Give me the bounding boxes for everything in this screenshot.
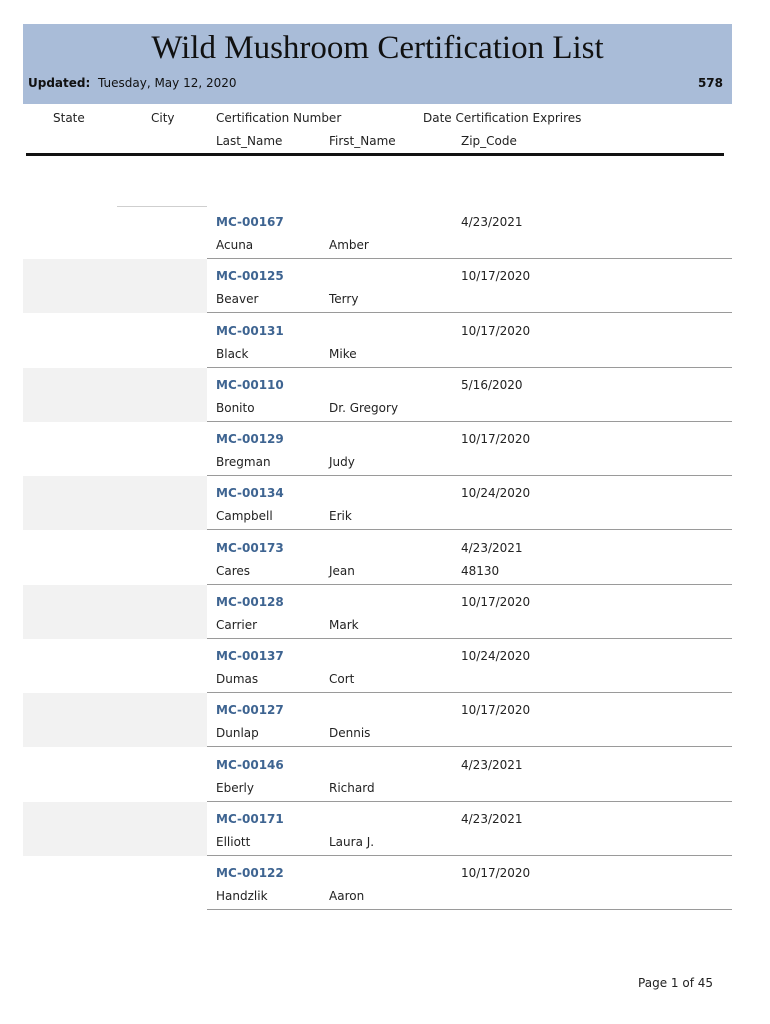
- last-name: Dumas: [216, 672, 259, 686]
- cert-number: MC-00129: [216, 432, 284, 446]
- expiration-date: 4/23/2021: [461, 757, 523, 772]
- first-name: Terry: [329, 292, 359, 307]
- last-name: Campbell: [216, 509, 273, 524]
- cert-number: MC-00128: [216, 594, 284, 609]
- page-number: Page 1 of 45: [638, 976, 713, 990]
- expiration-date: 4/23/2021: [461, 215, 523, 229]
- first-name: Jean: [329, 563, 355, 578]
- last-name: Bregman: [216, 455, 271, 469]
- expiration-date: 10/24/2020: [461, 649, 531, 663]
- first-name: Richard: [329, 780, 375, 795]
- first-name: Aaron: [329, 889, 365, 903]
- column-header-first-name: First_Name: [329, 134, 396, 148]
- first-name: Dr. Gregory: [329, 400, 399, 415]
- record-row: [23, 856, 732, 910]
- cert-number: MC-00173: [216, 540, 284, 555]
- last-name: Handzlik: [216, 889, 268, 903]
- record-row: [23, 693, 732, 747]
- cert-number: MC-00146: [216, 757, 284, 772]
- first-name: Judy: [329, 455, 355, 469]
- column-header-city: City: [151, 111, 175, 125]
- record-row: [23, 639, 732, 693]
- last-name: Dunlap: [216, 726, 259, 741]
- record-row: [23, 368, 732, 422]
- row-divider: [207, 909, 732, 910]
- last-name: Elliott: [216, 834, 251, 849]
- expiration-date: 4/23/2021: [461, 811, 523, 826]
- last-name: Cares: [216, 563, 251, 578]
- first-name: Amber: [329, 238, 369, 252]
- row-shading: [23, 476, 207, 530]
- updated-date: Tuesday, May 12, 2020: [98, 76, 237, 90]
- cert-number: MC-00137: [216, 649, 284, 663]
- first-name: Dennis: [329, 726, 371, 741]
- first-name: Erik: [329, 509, 352, 524]
- column-header-cert-number: Certification Number: [216, 111, 342, 125]
- cert-number: MC-00171: [216, 811, 284, 826]
- last-name: Black: [216, 346, 249, 361]
- cert-number: MC-00167: [216, 215, 284, 229]
- record-row: [23, 422, 732, 476]
- first-name: Cort: [329, 672, 355, 686]
- report-header-banner: [23, 24, 732, 104]
- cert-number: MC-00122: [216, 866, 284, 880]
- expiration-date: 5/16/2020: [461, 377, 523, 392]
- last-name: Bonito: [216, 400, 255, 415]
- record-row: [23, 585, 732, 639]
- expiration-date: 4/23/2021: [461, 540, 523, 555]
- last-name: Carrier: [216, 617, 258, 632]
- column-header-state: State: [53, 111, 85, 125]
- header-divider: [26, 153, 724, 156]
- expiration-date: 10/17/2020: [461, 432, 531, 446]
- row-shading: [23, 693, 207, 747]
- report-title: Wild Mushroom Certification List: [151, 30, 604, 66]
- row-shading: [23, 585, 207, 639]
- expiration-date: 10/17/2020: [461, 703, 531, 718]
- expiration-date: 10/17/2020: [461, 269, 531, 284]
- row-shading: [23, 259, 207, 313]
- record-row: [23, 531, 732, 585]
- cert-number: MC-00131: [216, 323, 284, 338]
- last-name: Beaver: [216, 292, 259, 307]
- first-name: Mark: [329, 617, 359, 632]
- expiration-date: 10/17/2020: [461, 594, 531, 609]
- last-name: Eberly: [216, 780, 254, 795]
- record-row: [23, 476, 732, 530]
- cert-number: MC-00134: [216, 486, 284, 501]
- updated-label: Updated:: [28, 76, 91, 90]
- column-header-date-expires: Date Certification Exprires: [423, 111, 582, 125]
- row-shading: [23, 802, 207, 856]
- first-name: Mike: [329, 346, 357, 361]
- record-row: [23, 748, 732, 802]
- last-name: Acuna: [216, 238, 254, 252]
- cert-number: MC-00127: [216, 703, 284, 718]
- cert-number: MC-00125: [216, 269, 284, 284]
- cert-number: MC-00110: [216, 377, 284, 392]
- record-row: [23, 205, 732, 259]
- expiration-date: 10/17/2020: [461, 866, 531, 880]
- column-header-zip-code: Zip_Code: [461, 134, 517, 148]
- expiration-date: 10/24/2020: [461, 486, 531, 501]
- record-row: [23, 802, 732, 856]
- record-row: [23, 314, 732, 368]
- record-count: 578: [697, 76, 723, 90]
- row-shading: [23, 368, 207, 422]
- expiration-date: 10/17/2020: [461, 323, 531, 338]
- record-row: [23, 259, 732, 313]
- column-header-last-name: Last_Name: [216, 134, 283, 148]
- first-name: Laura J.: [329, 834, 375, 849]
- zip-code: 48130: [461, 563, 500, 578]
